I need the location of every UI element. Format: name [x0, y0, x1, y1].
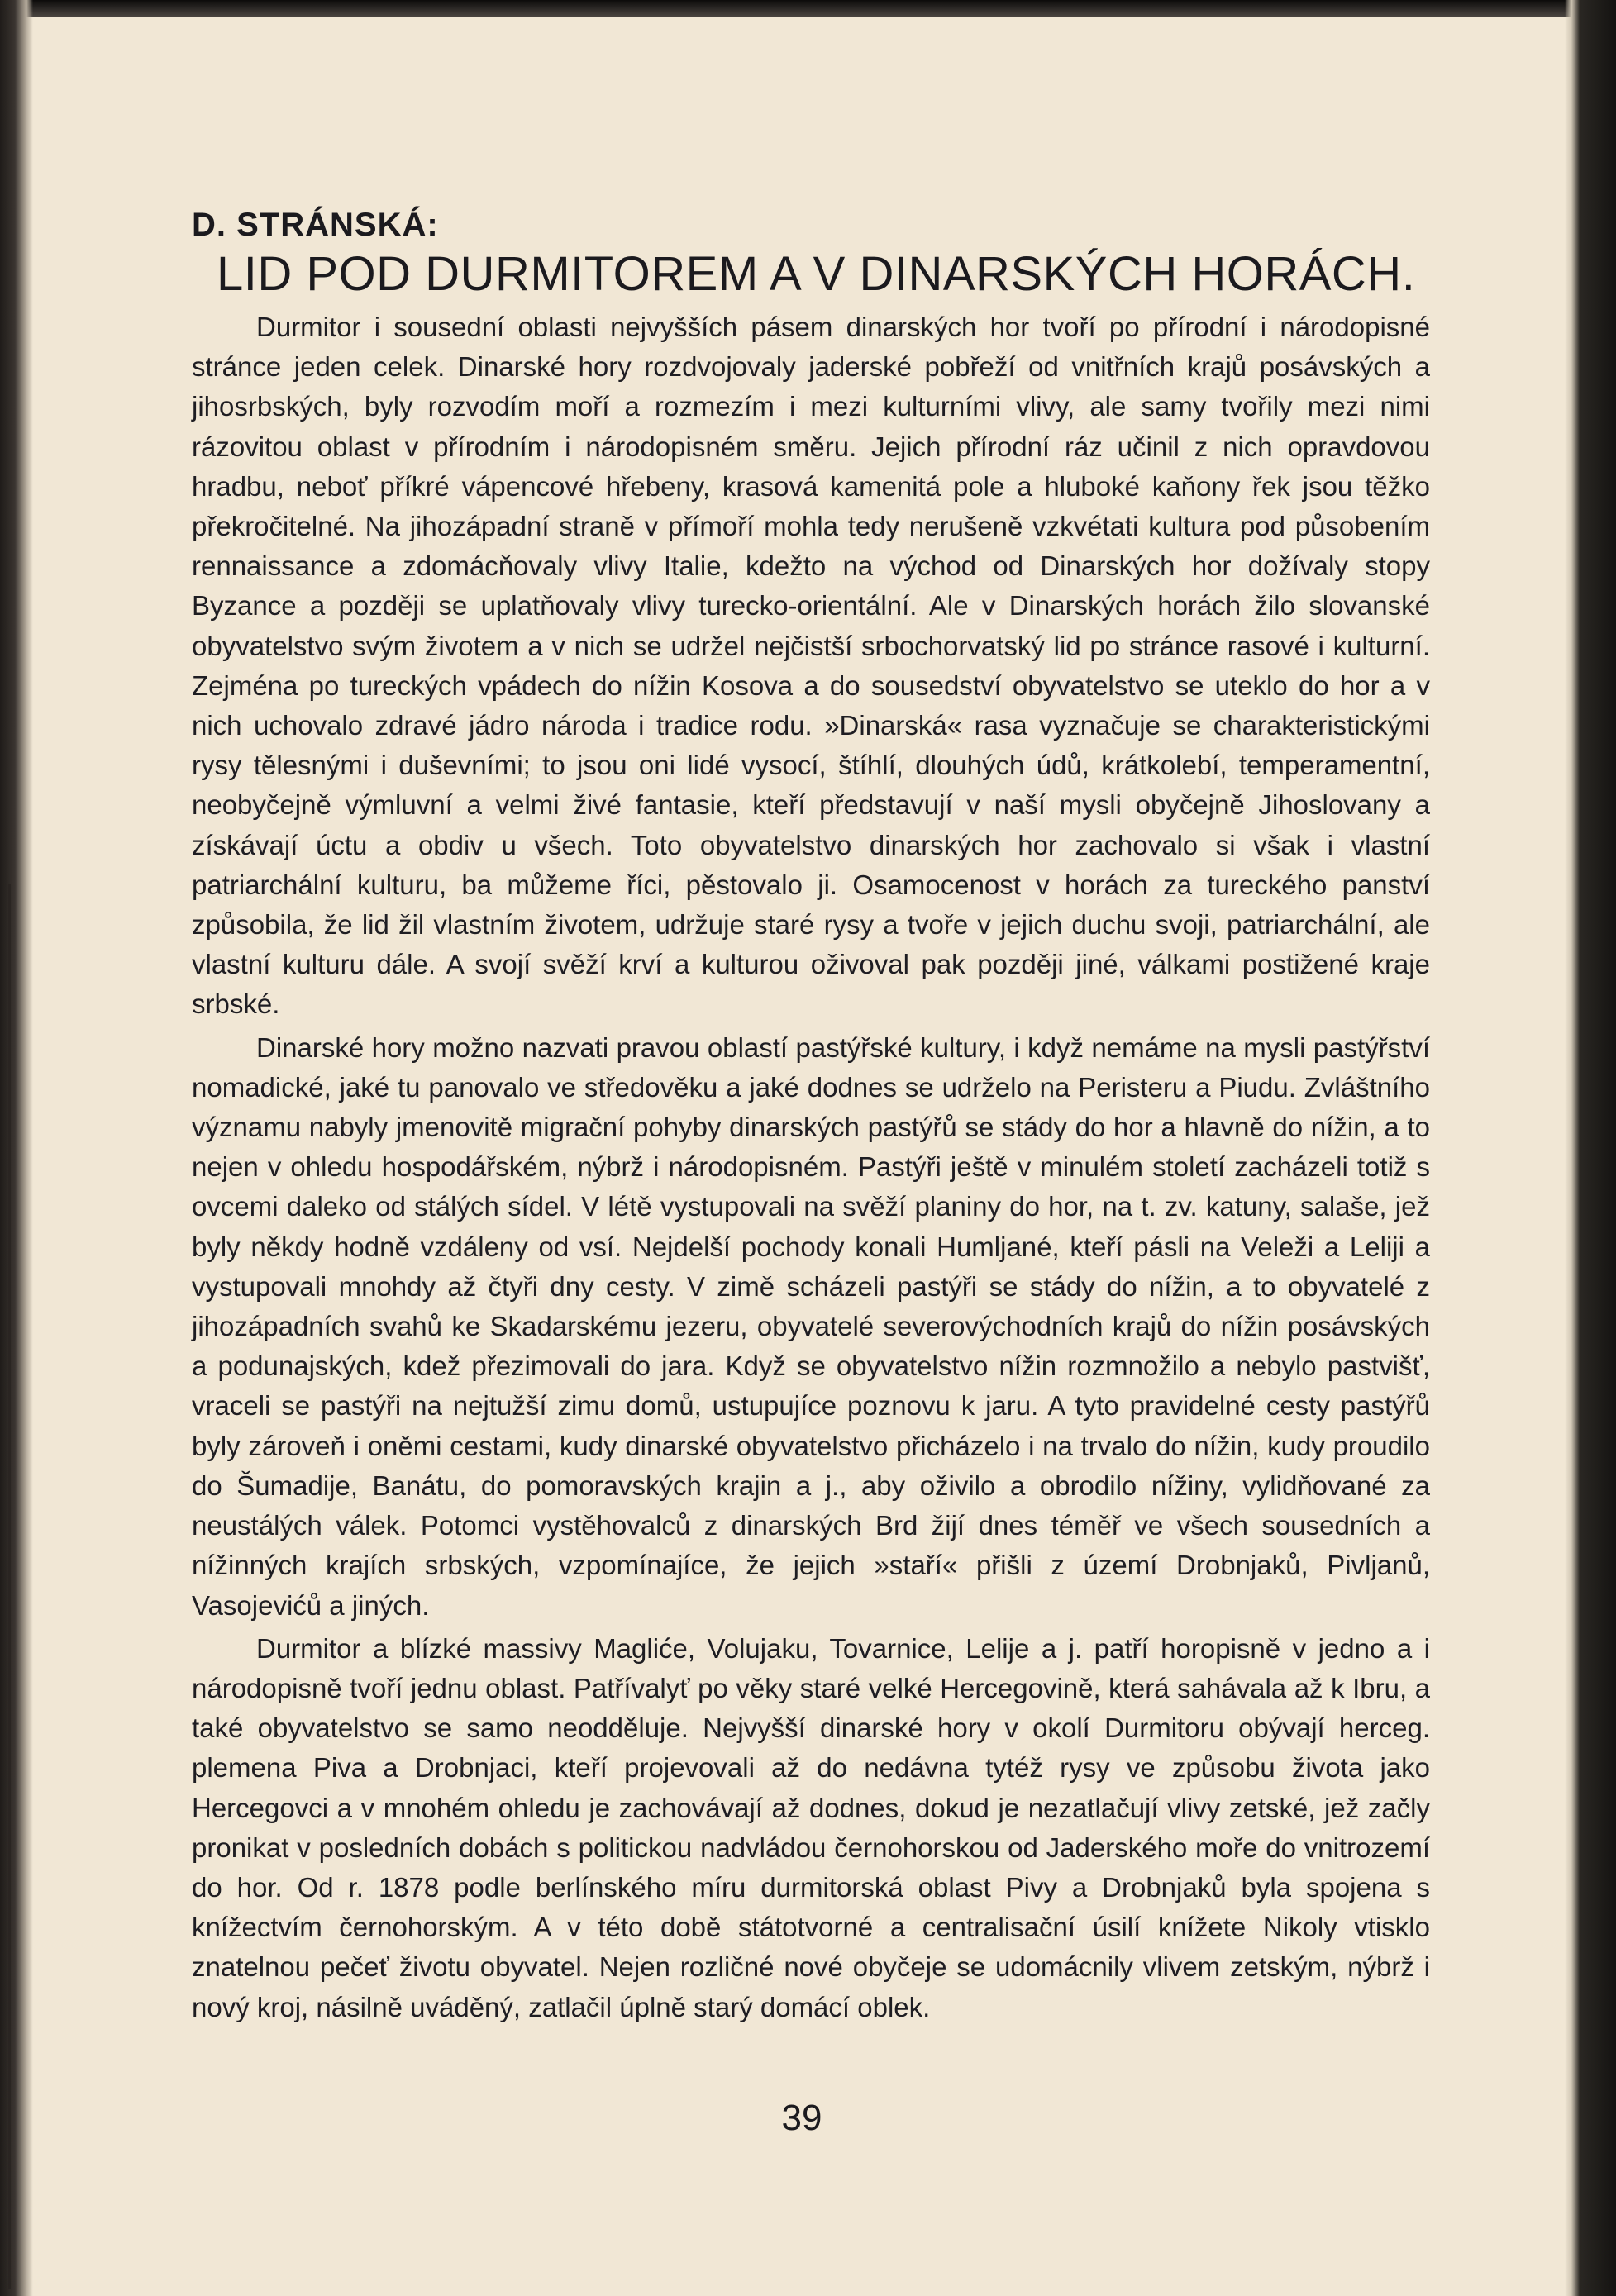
author-header: D. STRÁNSKÁ: — [192, 207, 439, 243]
left-binding-shadow — [0, 0, 33, 2296]
page-number: 39 — [781, 2098, 822, 2138]
right-binding-shadow — [1565, 0, 1616, 2296]
paragraph-2: Dinarské hory možno nazvati pravou oblastí pastýřské kultury, i když nemáme na mysli pastýřství nomadické, jaké tu panovalo ve středověku a jaké dodnes se udrželo na Peristeru a Piudu. Zvláštního významu nabyly jmenovitě migrační pohyby dinarských pastýřů se stády do hor a hlavně do nížin, a to nejen v ohledu hospodářském, nýbrž i národopisném. Pastýři ještě v minulém století zacházeli totiž s ovcemi daleko od stálých sídel. V létě vystupovali na svěží planiny do hor, na t. zv. katuny, salaše, jež byly někdy hodně vzdáleny od vsí. Nejdelší pochody konali Humljané, kteří pásli na Veleži a Leliji a vystupovali mnohdy až čtyři dny cesty. V zimě scházeli pastýři se stády do nížin, a to obyvatelé z jihozápadních svahů ke Skadarskému jezeru, obyvatelé severovýchodních krajů do nížin posávských a podunajských, kdež přezimovali do jara. Když se obyvatelstvo nížin rozmnožilo a nebylo pastvišť, vraceli se pastýři na nejtužší zimu domů, ustupujíce poznovu k jaru. A tyto pravidelné cesty pastýřů byly zároveň i oněmi cestami, kudy dinarské obyvatelstvo přicházelo i na trvalo do nížin, kudy proudilo do Šumadije, Banátu, do pomoravských krajin a j., aby oživilo a obrodilo nížiny, vylidňované za neustálých válek. Potomci vystěhovalců z dinarských Brd žijí dnes téměř ve všech sousedních a nížinných krajích srbských, vzpomínajíce, že jejich »staří« přišli z území Drobnjaků, Pivljanů, Vasojevićů a jiných. — [192, 1031, 1430, 1621]
article-title: LID POD DURMITOREM A V DINARSKÝCH HORÁCH. — [217, 247, 1416, 301]
page-top-edge — [0, 0, 1616, 17]
paragraph-3: Durmitor a blízké massivy Magliće, Volujaku, Tovarnice, Lelije a j. patří horopisně v jedno a i národopisně tvoří jednu oblast. Patřívalyť po věky staré velké Hercegovině, která sahávala až k Ibru, a také obyvatelstvo se samo neodděluje. Nejvyšší dinarské hory v okolí Durmitoru obývají herceg. plemena Piva a Drobnjaci, kteří projevovali až do nedávna tytéž rysy ve způsobu života jako Hercegovci a v mnohém ohledu je zachovávají až dodnes, dokud je nezatlačují vlivy zetské, jež začly pronikat v posledních dobách s politickou nadvládou černohorskou od Jaderského moře do vnitrozemí do hor. Od r. 1878 podle berlínského míru durmitorská oblast Pivy a Drobnjaků byla spojena s knížectvím černohorským. A v této době státotvorné a centralisační úsilí knížete Nikoly vtisklo znatelnou pečeť životu obyvatel. Nejen rozličné nové obyčeje se udomácnily vlivem zetským, nýbrž i nový kroj, násilně uváděný, zatlačil úplně starý domácí oblek. — [192, 1632, 1430, 2022]
left-edge-line — [8, 884, 11, 2289]
article-body — [192, 307, 1430, 2027]
paragraph-1: Durmitor i sousední oblasti nejvyšších pásem dinarských hor tvoří po přírodní i národopisné stránce jeden celek. Dinarské hory rozdvojovaly jaderské pobřeží od vnitřních krajů posávských a jihosrbských, byly rozvodím moří a rozmezím i mezi kulturními vlivy, ale samy tvořily mezi nimi rázovitou oblast v přírodním i národopisném směru. Jejich přírodní ráz učinil z nich opravdovou hradbu, neboť příkré vápencové hřebeny, krasová kamenitá pole a hluboké kaňony řek jsou těžko překročitelné. Na jihozápadní straně v přímoří mohla tedy nerušeně vzkvétati kultura pod působením rennaissance a zdomácňovaly vlivy Italie, kdežto na východ od Dinarských hor dožívaly stopy Byzance a později se uplatňovaly vlivy turecko-orientální. Ale v Dinarských horách žilo slovanské obyvatelstvo svým životem a v nich se udržel nejčistší srbochorvatský lid po stránce rasové i kulturní. Zejména po tureckých vpádech do nížin Kosova a do sousedství obyvatelstvo se uteklo do hor a v nich uchovalo zdravé jádro národa i tradice rodu. »Dinarská« rasa vyznačuje se charakteristickými rysy tělesnými i duševními; to jsou oni lidé vysocí, štíhlí, dlouhých údů, krátkolebí, temperamentní, neobyčejně výmluvní a velmi živé fantasie, kteří představují v naší mysli obyčejně Jihoslovany a získávají úctu a obdiv u všech. Toto obyvatelstvo dinarských hor zachovalo si však i vlastní patriarchální kulturu, ba můžeme říci, pěstovalo ji. Osamocenost v horách za tureckého panství způsobila, že lid žil vlastním životem, udržuje staré rysy a tvoře v jejich duchu svoji, patriarchální, ale vlastní kulturu dále. A svojí svěží krví a kulturou oživoval pak později jiné, válkami postižené kraje srbské. — [192, 312, 1430, 1020]
